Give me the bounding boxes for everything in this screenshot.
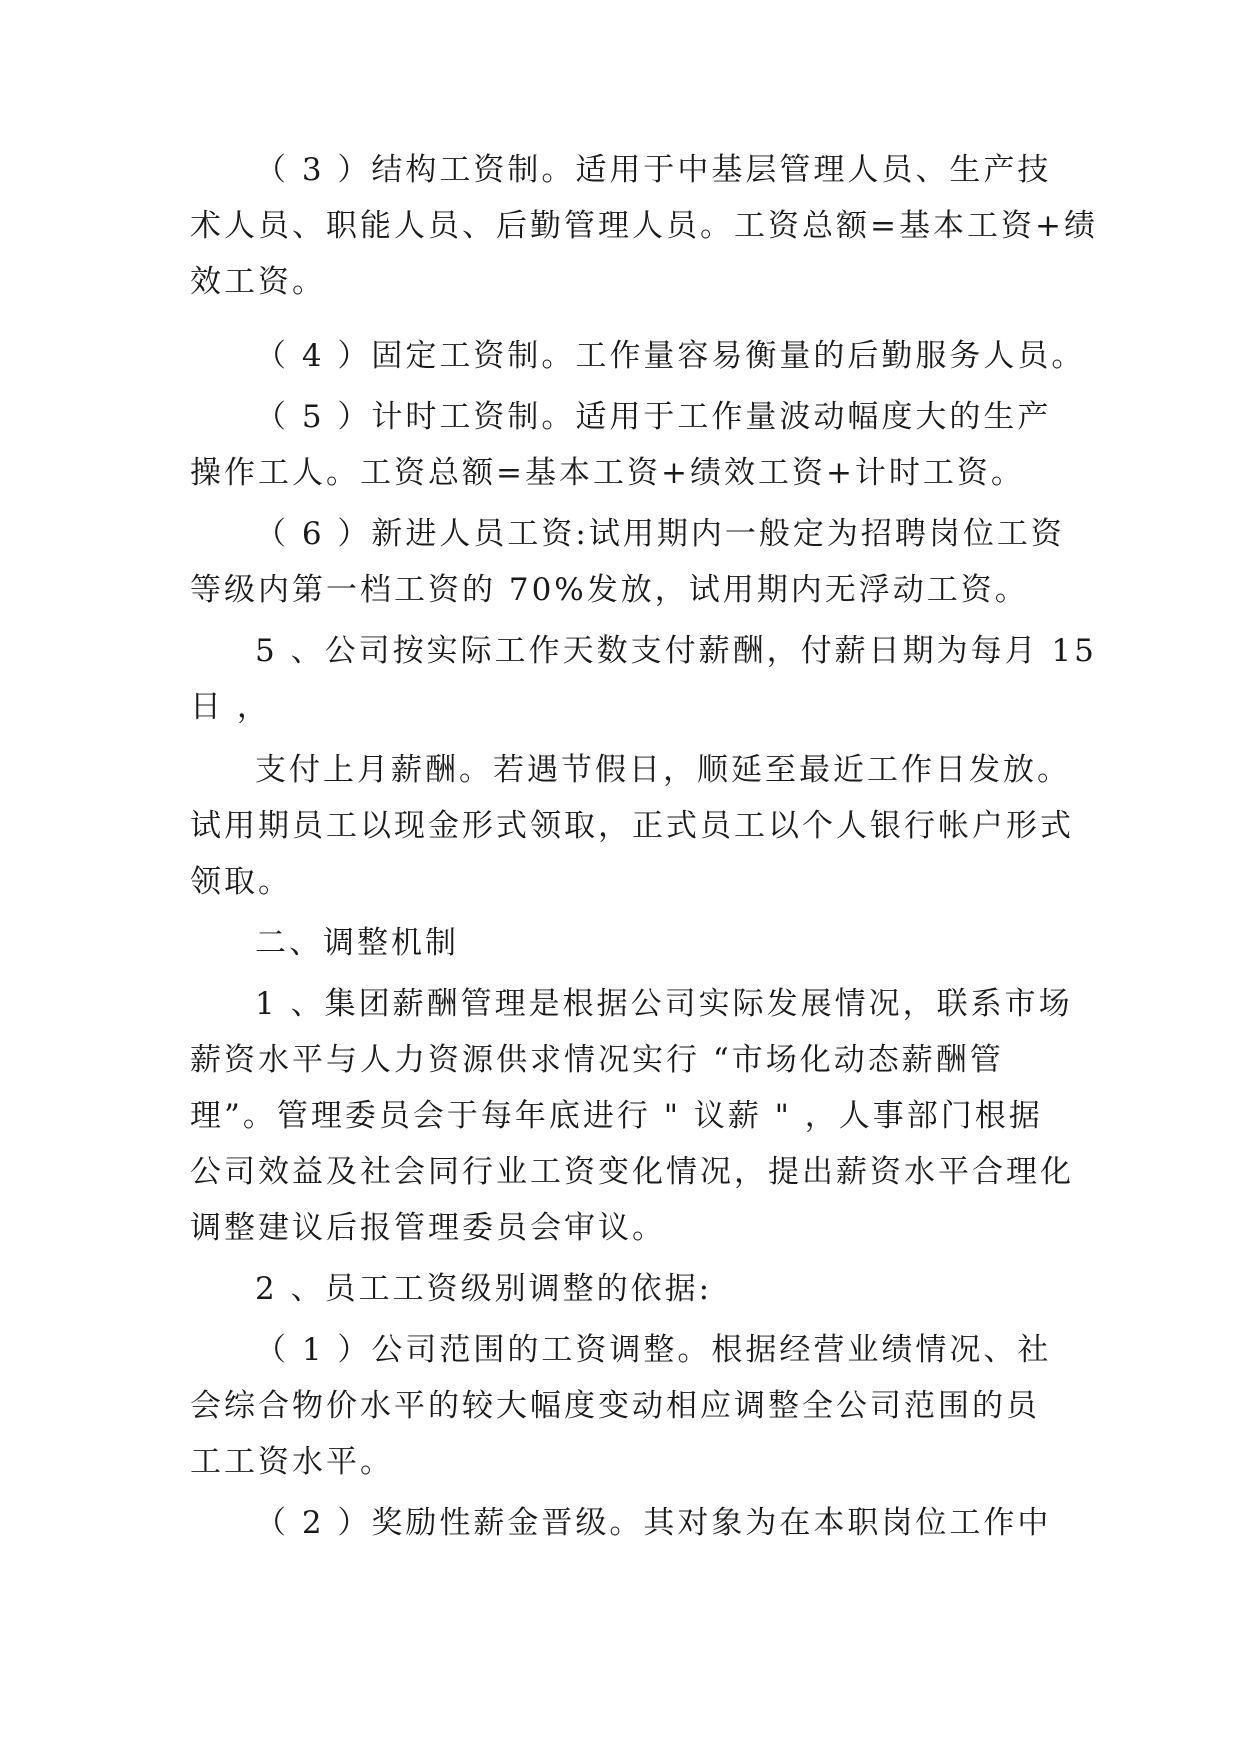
- paragraph-line-5: （ 5 ）计时工资制。适用于工作量波动幅度大的生产: [255, 399, 1052, 435]
- paragraph-line-24: （ 2 ）奖励性薪金晋级。其对象为在本职岗位工作中: [255, 1505, 1052, 1541]
- paragraph-line-16: 薪资水平与人力资源供求情况实行 “市场化动态薪酬管: [190, 1042, 1004, 1078]
- paragraph-line-6: 操作工人。工资总额=基本工资+绩效工资+计时工资。: [190, 455, 1025, 491]
- paragraph-line-1: （ 3 ）结构工资制。适用于中基层管理人员、生产技: [255, 152, 1052, 188]
- paragraph-line-2: 术人员、职能人员、后勤管理人员。工资总额=基本工资+绩: [190, 208, 1098, 244]
- paragraph-line-22: 会综合物价水平的较大幅度变动相应调整全公司范围的员: [190, 1388, 1040, 1424]
- paragraph-line-13: 领取。: [190, 864, 292, 900]
- paragraph-line-12: 试用期员工以现金形式领取，正式员工以个人银行帐户形式: [190, 808, 1074, 844]
- paragraph-line-7: （ 6 ）新进人员工资:试用期内一般定为招聘岗位工资: [255, 516, 1065, 552]
- paragraph-line-10: 日 ，: [190, 689, 271, 725]
- paragraph-line-20: 2 、员工工资级别调整的依据:: [255, 1271, 713, 1307]
- paragraph-line-4: （ 4 ）固定工资制。工作量容易衡量的后勤服务人员。: [255, 338, 1086, 374]
- paragraph-line-3: 效工资。: [190, 264, 326, 300]
- paragraph-line-11: 支付上月薪酬。若遇节假日，顺延至最近工作日发放。: [255, 752, 1071, 788]
- section-heading: 二、调整机制: [255, 925, 459, 961]
- paragraph-line-18: 公司效益及社会同行业工资变化情况，提出薪资水平合理化: [190, 1154, 1074, 1190]
- paragraph-line-23: 工工资水平。: [190, 1444, 394, 1480]
- paragraph-line-15: 1 、集团薪酬管理是根据公司实际发展情况，联系市场: [255, 986, 1073, 1022]
- paragraph-line-8: 等级内第一档工资的 70%发放，试用期内无浮动工资。: [190, 572, 1029, 608]
- paragraph-line-17: 理”。管理委员会于每年底进行 " 议薪 " ，人事部门根据: [190, 1098, 1043, 1134]
- paragraph-line-9: 5 、公司按实际工作天数支付薪酬，付薪日期为每月 15: [255, 633, 1097, 669]
- paragraph-line-21: （ 1 ）公司范围的工资调整。根据经营业绩情况、社: [255, 1332, 1052, 1368]
- paragraph-line-19: 调整建议后报管理委员会审议。: [190, 1210, 666, 1246]
